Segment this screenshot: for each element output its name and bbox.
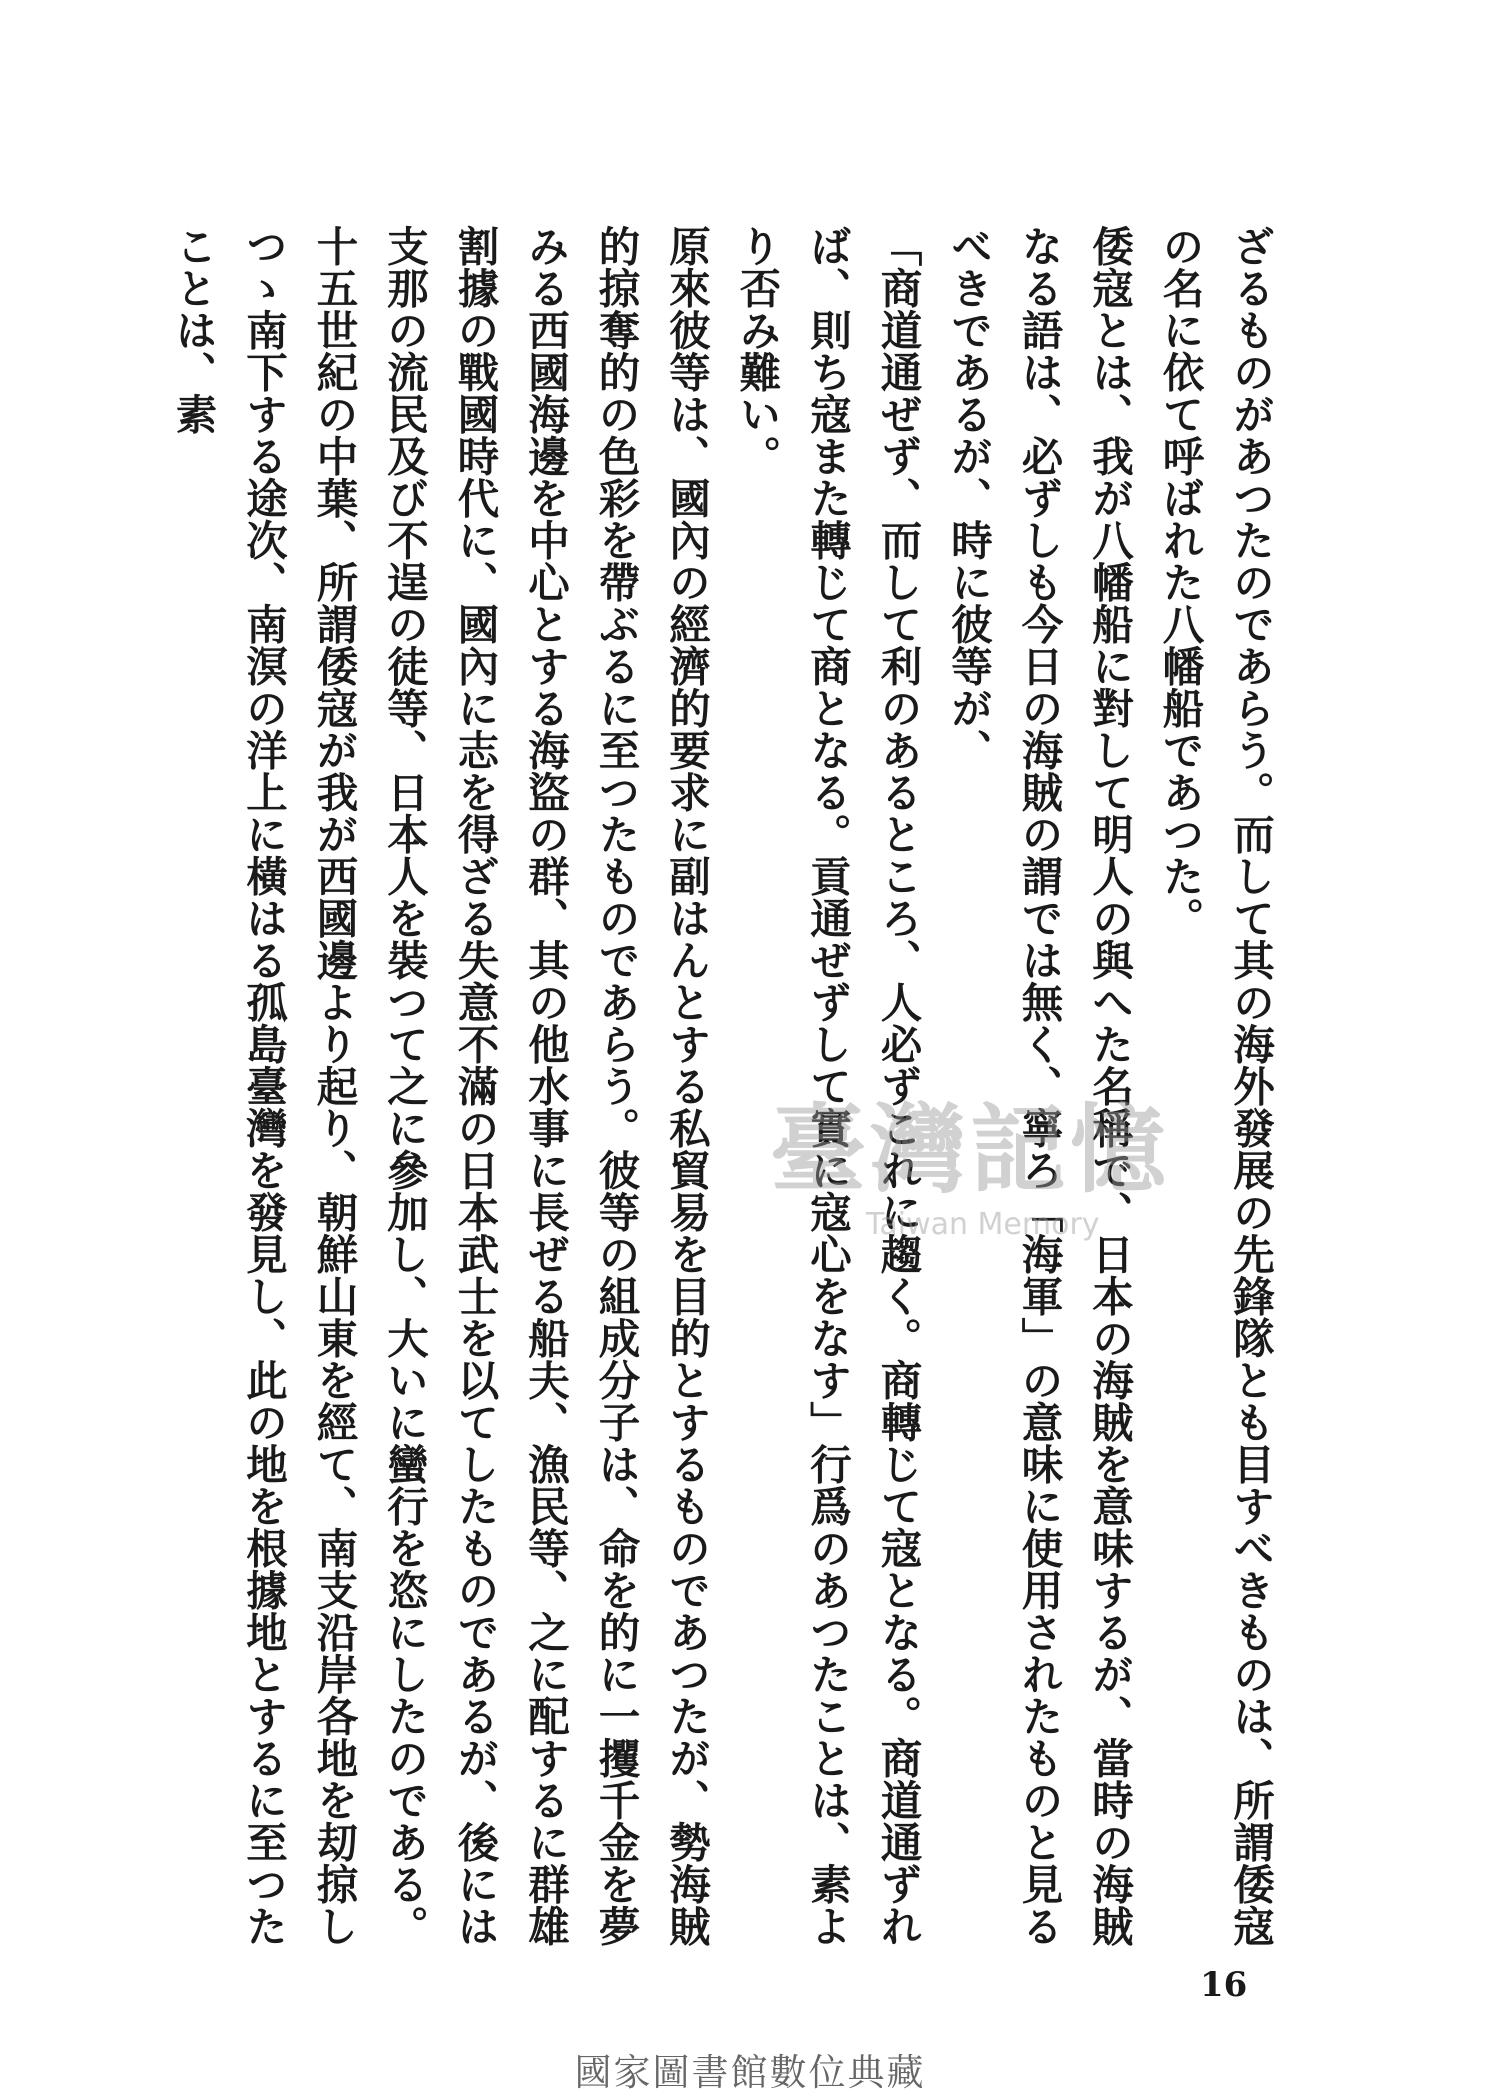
paragraph-5: 十五世紀の中葉、所謂倭寇が我が西國邊より起り、朝鮮山東を經て、南支沿岸各地を刧掠しつゝ南下する途次、南溟の洋上に橫はる孤島臺灣を發見し、此の地を根據地とするに至つたことは、素 xyxy=(168,225,359,1947)
paragraph-1: ざるものがあつたのであらう。而して其の海外發展の先鋒隊とも目すべきものは、所謂倭寇の名に依て呼ばれた八幡船であつた。 xyxy=(1155,225,1275,1947)
watermark-latin-text: Taiwan Memory xyxy=(866,1207,1100,1242)
watermark-cjk-text: 臺灣記憶 xyxy=(770,1093,1170,1206)
paragraph-4: 原來彼等は、國內の經濟的要求に副はんとする私貿易を目的とするものであつたが、勢海賊的掠奪的の色彩を帶ぶるに至つたものであらう。彼等の組成分子は、命を的に一攫千金を夢みる西國海邊を中心とする海盜の群、其の他水事に長ぜる船夫、漁民等、之に配するに群雄割據の戰國時代に、國內に志を得ざる失意不滿の日本武士を以てしたものであるが、後には支那の流民及び不逞の徒等、日本人を裝つて之に參加し、大いに蠻行を恣にしたのである。 xyxy=(380,225,711,1947)
footer-credit: 國家圖書館數位典藏 xyxy=(574,2051,926,2094)
vertical-text-body xyxy=(168,225,1285,1955)
paragraph-2: 倭寇とは、我が八幡船に對して明人の與へた名稱で、日本の海賊を意味するが、當時の海賊なる語は、必ずしも今日の海賊の謂では無く、寧ろ「海軍」の意味に使用されたものと見るべきであるが、時に彼等が、 xyxy=(944,225,1134,1947)
paragraph-3: 「商道通ぜず、而して利のあるところ、人必ずこれに趨く。商轉じて寇となる。商道通ずれば、則ち寇また轉じて商となる。貢通ぜずして實に寇心をなす」行爲のあつたことは、素より否み難い。 xyxy=(732,225,923,1947)
page-number: 16 xyxy=(1200,1965,1248,2005)
